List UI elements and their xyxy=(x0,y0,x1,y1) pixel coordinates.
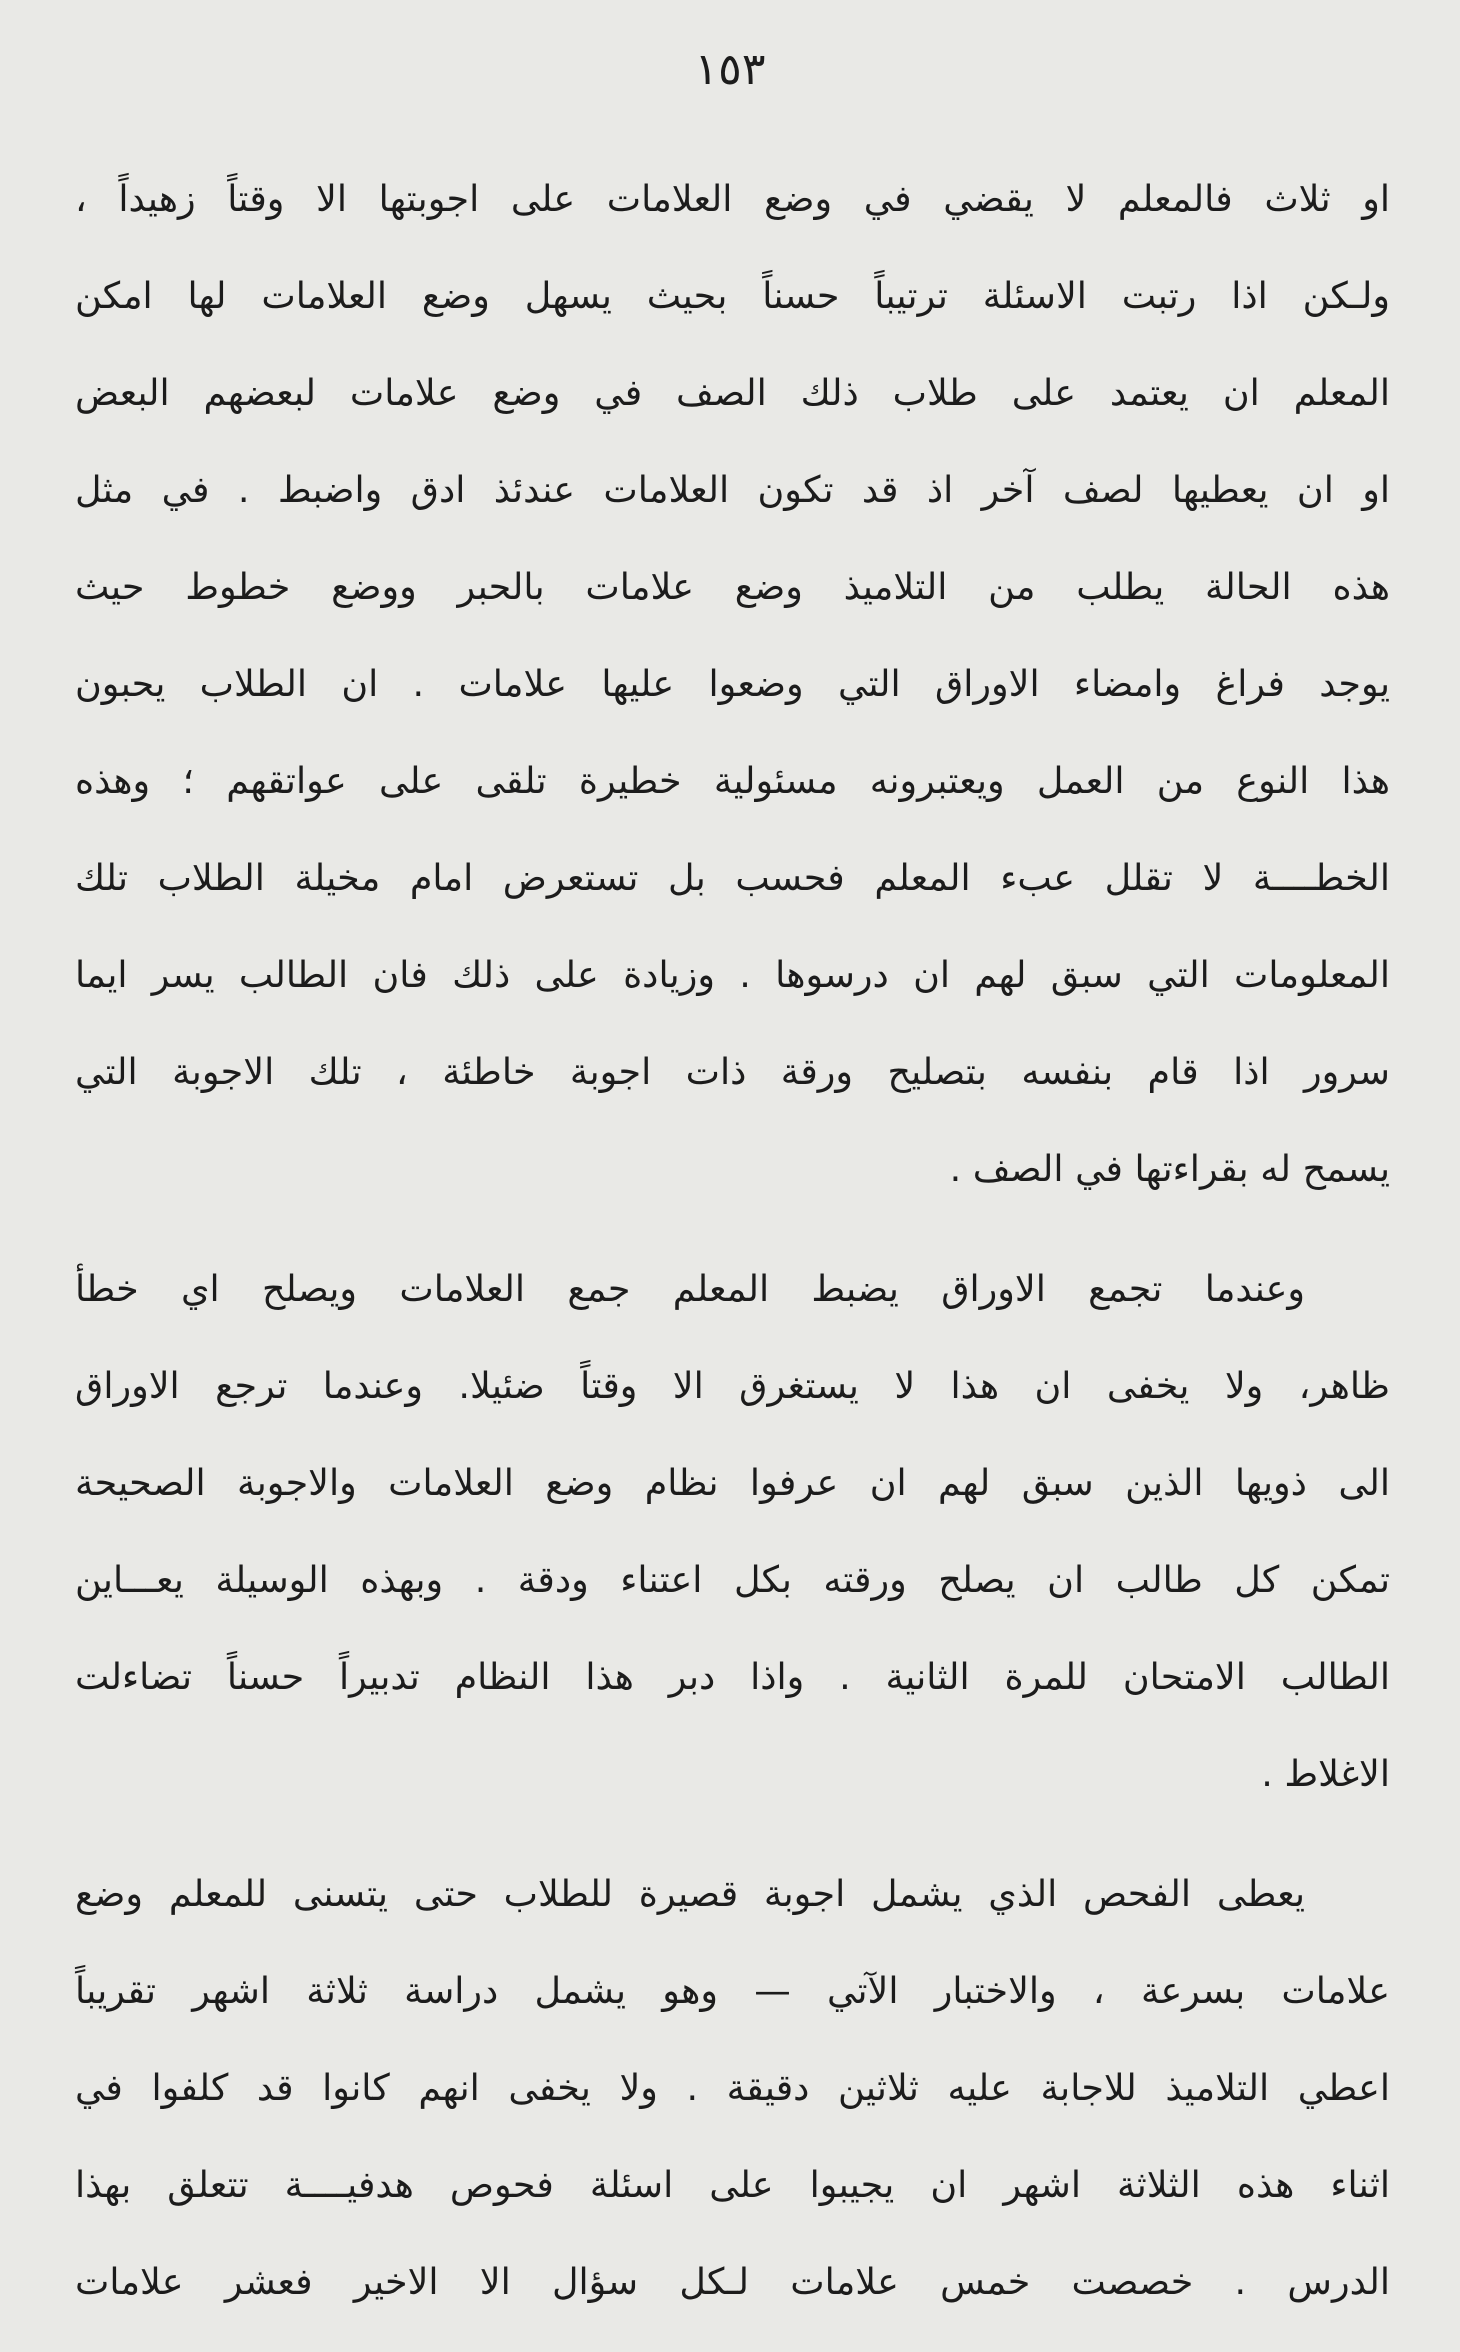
text-line: المعلومات التي سبق لهم ان درسوها . وزيادة على ذلك فان الطالب يسر ايما xyxy=(75,953,1390,996)
text-line: المعلم ان يعتمد على طلاب ذلك الصف في وضع علامات لبعضهم البعض xyxy=(75,371,1390,414)
text-line: وعندما تجمع الاوراق يضبط المعلم جمع العلامات ويصلح اي خطأ xyxy=(75,1267,1305,1310)
text-line: يوجد فراغ وامضاء الاوراق التي وضعوا عليها علامات . ان الطلاب يحبون xyxy=(75,662,1390,705)
text-line: سرور اذا قام بنفسه بتصليح ورقة ذات اجوبة خاطئة ، تلك الاجوبة التي xyxy=(75,1050,1390,1093)
text-line: هذا النوع من العمل ويعتبرونه مسئولية خطيرة تلقى على عواتقهم ؛ وهذه xyxy=(75,759,1390,802)
page-number: ١٥٣ xyxy=(694,44,766,95)
text-line: او ثلاث فالمعلم لا يقضي في وضع العلامات على اجوبتها الا وقتاً زهيداً ، xyxy=(75,177,1390,220)
text-line: الاغلاط . xyxy=(1261,1752,1390,1795)
paragraph-2 xyxy=(75,1240,1390,1822)
text-line: ولـكن اذا رتبت الاسئلة ترتيباً حسناً بحيث يسهل وضع العلامات لها امكن xyxy=(75,274,1390,317)
paragraph-1 xyxy=(75,150,1390,1217)
text-line: او ان يعطيها لصف آخر اذ قد تكون العلامات عندئذ ادق واضبط . في مثل xyxy=(75,468,1390,511)
text-line: الخطــــة لا تقلل عبء المعلم فحسب بل تستعرض امام مخيلة الطلاب تلك xyxy=(75,856,1390,899)
text-line: الطالب الامتحان للمرة الثانية . واذا دبر هذا النظام تدبيراً حسناً تضاءلت xyxy=(75,1655,1390,1698)
text-line: اثناء هذه الثلاثة اشهر ان يجيبوا على اسئلة فحوص هدفيــــة تتعلق بهذا xyxy=(75,2163,1390,2206)
text-line: يعطى الفحص الذي يشمل اجوبة قصيرة للطلاب حتى يتسنى للمعلم وضع xyxy=(75,1872,1305,1915)
text-line: علامات بسرعة ، والاختبار الآتي — وهو يشمل دراسة ثلاثة اشهر تقريباً xyxy=(75,1969,1390,2012)
paragraph-3 xyxy=(75,1845,1390,2330)
text-line: تمكن كل طالب ان يصلح ورقته بكل اعتناء ودقة . وبهذه الوسيلة يعـــاين xyxy=(75,1558,1390,1601)
text-line: اعطي التلاميذ للاجابة عليه ثلاثين دقيقة . ولا يخفى انهم كانوا قد كلفوا في xyxy=(75,2066,1390,2109)
text-line: الى ذويها الذين سبق لهم ان عرفوا نظام وضع العلامات والاجوبة الصحيحة xyxy=(75,1461,1390,1504)
text-line: هذه الحالة يطلب من التلاميذ وضع علامات بالحبر ووضع خطوط حيث xyxy=(75,565,1390,608)
text-line: الدرس . خصصت خمس علامات لـكل سؤال الا الاخير فعشر علامات xyxy=(75,2260,1390,2303)
text-line: يسمح له بقراءتها في الصف . xyxy=(949,1147,1390,1190)
text-line: ظاهر، ولا يخفى ان هذا لا يستغرق الا وقتاً ضئيلا. وعندما ترجع الاوراق xyxy=(75,1364,1390,1407)
